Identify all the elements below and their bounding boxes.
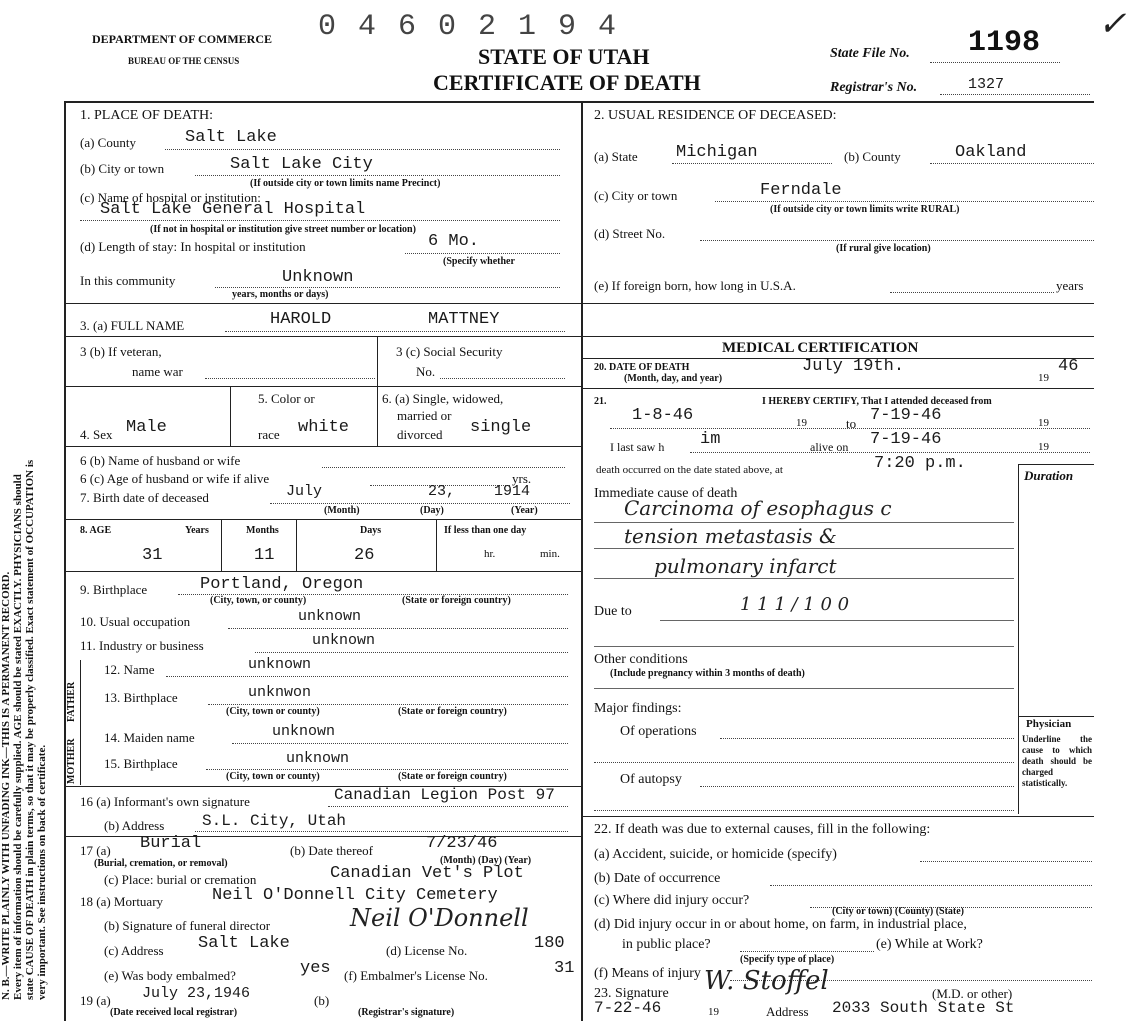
physician-note: Underline the cause to which death should be charged statistically. (1022, 734, 1092, 788)
informant-address-label: (b) Address (104, 818, 165, 833)
mother-name: unknown (272, 723, 336, 740)
burial-date-note: (Month) (Day) (Year) (440, 855, 532, 866)
date-of-death-note: (Month, day, and year) (624, 373, 723, 384)
age-years: 31 (142, 546, 163, 565)
mother-name-label: 14. Maiden name (104, 730, 195, 745)
birth-day-note: (Day) (420, 505, 444, 516)
age-days: 26 (354, 546, 375, 565)
place-of-death-heading: 1. PLACE OF DEATH: (80, 108, 214, 123)
pod-city-note: (If outside city or town limits name Precinct) (250, 178, 441, 189)
received-note: (Date received local registrar) (110, 1007, 238, 1018)
mother-label: MOTHER (66, 738, 77, 784)
accident-label: (a) Accident, suicide, or homicide (specify) (594, 847, 837, 862)
birth-year: 1914 (494, 483, 531, 500)
cause-line-1: Carcinoma of esophagus c (624, 496, 892, 520)
ssn-label: 3 (c) Social Security (396, 344, 503, 359)
margin-instructions (0, 20, 48, 1000)
birthplace-note-2: (State or foreign country) (402, 595, 511, 606)
father-name: unknown (248, 656, 312, 673)
death-year-prefix: 19 (1038, 372, 1049, 384)
birthplace-value: Portland, Oregon (200, 575, 364, 594)
birthplace-label: 9. Birthplace (80, 582, 148, 597)
last-saw-label: I last saw h (610, 440, 665, 454)
pod-stay: 6 Mo. (428, 232, 480, 251)
first-name: HAROLD (270, 310, 332, 329)
father-birth-note-2: (State or foreign country) (398, 706, 507, 717)
physician-address-label: Address (766, 1004, 809, 1019)
due-to-note: 1 1 1 / 1 0 0 (740, 594, 850, 615)
occurred-label: death occurred on the date stated above, at (596, 464, 783, 476)
burial-label: 17 (a) (80, 843, 111, 858)
pod-city-label: (b) City or town (80, 161, 165, 176)
operations-label: Of operations (620, 724, 697, 739)
industry-value: unknown (312, 632, 376, 649)
physician-note-title: Physician (1026, 718, 1072, 730)
embalmed-value: yes (300, 959, 331, 978)
spouse-label: 6 (b) Name of husband or wife (80, 453, 241, 468)
received-label: 19 (a) (80, 993, 111, 1008)
birth-date-label: 7. Birth date of deceased (80, 490, 209, 505)
burial-place-label: (c) Place: burial or cremation (104, 872, 257, 887)
margin-line-3: state CAUSE OF DEATH in plain terms, so that it may be properly classified. Exact statement of OCCUPATION is (24, 459, 36, 1000)
res-county: Oakland (955, 143, 1027, 162)
age-days-col: Days (360, 525, 382, 536)
burial-date-label: (b) Date thereof (290, 843, 374, 858)
registrar-label: Registrar's No. (830, 80, 918, 95)
external-causes-label: 22. If death was due to external causes, fill in the following: (594, 822, 931, 837)
attended-from: 1-8-46 (632, 406, 694, 425)
death-year: 46 (1058, 357, 1079, 376)
full-name-label: 3. (a) FULL NAME (80, 318, 185, 333)
date-of-death: July 19th. (802, 357, 905, 376)
embalmed-label: (e) Was body embalmed? (104, 968, 236, 983)
registrar-sig-note: (Registrar's signature) (358, 1007, 455, 1018)
public-label: in public place? (622, 937, 711, 952)
means-label: (f) Means of injury (594, 966, 701, 981)
spouse-age-label: 6 (c) Age of husband or wife if alive (80, 471, 270, 486)
physician-address: 2033 South State St (832, 999, 1015, 1017)
director-signature: Neil O'Donnell (350, 904, 529, 932)
age-hr-label: hr. (484, 548, 496, 560)
ssn-no-label: No. (416, 364, 436, 379)
last-saw-him: im (700, 430, 721, 449)
state-file-number: 1198 (968, 26, 1041, 60)
bureau-label: BUREAU OF THE CENSUS (128, 56, 240, 66)
informant-signature: Canadian Legion Post 97 (334, 786, 555, 804)
margin-line-4: very important. See instructions on back of certificate. (36, 744, 48, 1000)
mortuary-address: Salt Lake (198, 934, 290, 953)
last-name: MATTNEY (428, 310, 500, 329)
color-label: 5. Color or (258, 391, 315, 406)
other-conditions-label: Other conditions (594, 652, 688, 667)
pod-hospital-label: (c) Name of hospital or institution: (80, 190, 261, 205)
immediate-cause-label: Immediate cause of death (594, 486, 738, 501)
attended-to-19: 19 (1038, 417, 1049, 429)
res-street-label: (d) Street No. (594, 226, 666, 241)
res-county-label: (b) County (844, 149, 901, 164)
occurrence-label: (b) Date of occurrence (594, 871, 721, 886)
burial-place: Canadian Vet's Plot (330, 864, 524, 883)
res-city-note: (If outside city or town limits write RURAL) (770, 204, 960, 215)
sex-value: Male (126, 418, 167, 437)
alive-on-label: alive on (810, 440, 849, 454)
where-label: (c) Where did injury occur? (594, 893, 750, 908)
embalmer-label: (f) Embalmer's License No. (344, 968, 488, 983)
md-label: (M.D. or other) (932, 986, 1013, 1001)
pod-stay-label: (d) Length of stay: In hospital or institution (80, 239, 306, 254)
res-foreign-label: (e) If foreign born, how long in U.S.A. (594, 278, 796, 293)
cause-line-2: tension metastasis & (624, 524, 837, 548)
res-years-label: years (1056, 278, 1084, 293)
work-label: (e) While at Work? (876, 937, 983, 952)
home-label: (d) Did injury occur in or about home, on farm, in industrial place, (594, 917, 967, 932)
medical-heading: MEDICAL CERTIFICATION (722, 340, 919, 356)
pod-county-label: (a) County (80, 135, 136, 150)
margin-line-1: N. B.—WRITE PLAINLY WITH UNFADING INK—THIS IS A PERMANENT RECORD. (0, 571, 12, 1000)
duration-label: Duration (1024, 468, 1074, 483)
age-months-col: Months (246, 525, 279, 536)
mortuary-value: Neil O'Donnell City Cemetery (212, 886, 498, 905)
mother-birth-label: 15. Birthplace (104, 756, 178, 771)
burial-method-note: (Burial, cremation, or removal) (94, 858, 228, 869)
mortuary-label: 18 (a) Mortuary (80, 894, 164, 909)
race-value: white (298, 418, 350, 437)
age-label: 8. AGE (80, 525, 112, 536)
informant-address: S.L. City, Utah (202, 812, 347, 830)
pod-hospital: Salt Lake General Hospital (100, 200, 366, 219)
pod-community-note: years, months or days) (232, 289, 329, 300)
res-state-label: (a) State (594, 149, 638, 164)
war-label: name war (132, 364, 183, 379)
pod-stay-note: (Specify whether (443, 256, 515, 267)
certificate-title: CERTIFICATE OF DEATH (433, 70, 701, 95)
received-date: July 23,1946 (142, 985, 251, 1002)
marital-label: 6. (a) Single, widowed, (382, 391, 504, 406)
sex-label: 4. Sex (80, 427, 113, 442)
major-findings-label: Major findings: (594, 701, 682, 716)
birthplace-note-1: (City, town, or county) (210, 595, 307, 606)
res-street-note: (If rural give location) (836, 243, 931, 254)
registrar-number: 1327 (968, 76, 1005, 93)
age-years-col: Years (185, 525, 209, 536)
res-city: Ferndale (760, 181, 842, 200)
state-title: STATE OF UTAH (478, 44, 650, 69)
occupation-value: unknown (298, 608, 362, 625)
birth-month: July (286, 483, 323, 500)
date-of-death-label: 20. DATE OF DEATH (594, 362, 690, 373)
mother-birth-note-2: (State or foreign country) (398, 771, 507, 782)
attended-19: 19 (796, 417, 807, 429)
age-less-label: If less than one day (444, 525, 527, 536)
father-birth: unknwon (248, 684, 312, 701)
residence-heading: 2. USUAL RESIDENCE OF DECEASED: (594, 108, 837, 123)
physician-sig-date: 7-22-46 (594, 999, 662, 1017)
burial-method: Burial (140, 834, 202, 853)
physician-sig-19: 19 (708, 1006, 719, 1018)
birth-year-note: (Year) (511, 505, 538, 516)
father-label: FATHER (66, 681, 77, 722)
pod-hospital-note: (If not in hospital or institution give street number or location) (150, 224, 416, 235)
alive-19: 19 (1038, 441, 1049, 453)
pod-city: Salt Lake City (230, 155, 373, 174)
marital-label-2: married or (397, 408, 452, 423)
birth-month-note: (Month) (324, 505, 360, 516)
embalmer-value: 31 (554, 959, 575, 978)
res-city-label: (c) City or town (594, 188, 678, 203)
state-file-label: State File No. (830, 46, 910, 61)
race-label: race (258, 427, 280, 442)
autopsy-label: Of autopsy (620, 772, 682, 787)
mortuary-address-label: (c) Address (104, 943, 164, 958)
serial-number: 0 4 6 0 2 1 9 4 (318, 10, 619, 44)
veteran-label: 3 (b) If veteran, (80, 344, 162, 359)
where-note: (City or town) (County) (State) (832, 906, 965, 917)
cause-line-3: pulmonary infarct (654, 554, 837, 578)
pod-community-label: In this community (80, 273, 176, 288)
res-state: Michigan (676, 143, 758, 162)
received-b-label: (b) (314, 993, 330, 1008)
birth-day: 23, (428, 483, 456, 500)
pod-community: Unknown (282, 268, 354, 287)
occupation-label: 10. Usual occupation (80, 614, 191, 629)
informant-sig-label: 16 (a) Informant's own signature (80, 794, 250, 809)
burial-date: 7/23/46 (426, 834, 498, 853)
due-to-label: Due to (594, 604, 632, 619)
certify-text: I HEREBY CERTIFY, That I attended deceased from (762, 396, 992, 407)
yrs-label: yrs. (512, 471, 532, 486)
attended-to: 7-19-46 (870, 406, 942, 425)
pod-county: Salt Lake (185, 128, 277, 147)
mother-birth: unknown (286, 750, 350, 767)
mother-birth-note-1: (City, town or county) (226, 771, 320, 782)
license-value: 180 (534, 934, 565, 953)
father-name-label: 12. Name (104, 662, 155, 677)
department-label: DEPARTMENT OF COMMERCE (92, 32, 273, 46)
father-birth-label: 13. Birthplace (104, 690, 178, 705)
age-min-label: min. (540, 548, 560, 560)
death-time: 7:20 p.m. (874, 454, 966, 473)
marital-label-3: divorced (397, 427, 443, 442)
physician-sig-label: 23. Signature (594, 986, 669, 1001)
certify-number: 21. (594, 396, 607, 407)
other-conditions-note: (Include pregnancy within 3 months of death) (610, 668, 805, 679)
father-birth-note-1: (City, town or county) (226, 706, 320, 717)
alive-on-date: 7-19-46 (870, 430, 942, 449)
check-mark-icon: ✓ (1098, 4, 1127, 44)
director-label: (b) Signature of funeral director (104, 918, 271, 933)
age-months: 11 (254, 546, 275, 565)
physician-signature: W. Stoffel (704, 966, 829, 996)
marital-value: single (470, 418, 532, 437)
margin-line-2: Every item of information should be carefully supplied. AGE should be stated EXACTLY. PHYSICIANS should (12, 474, 24, 1000)
license-label: (d) License No. (386, 943, 468, 958)
industry-label: 11. Industry or business (80, 638, 204, 653)
public-note: (Specify type of place) (740, 954, 835, 965)
attended-to-label: to (846, 416, 857, 431)
